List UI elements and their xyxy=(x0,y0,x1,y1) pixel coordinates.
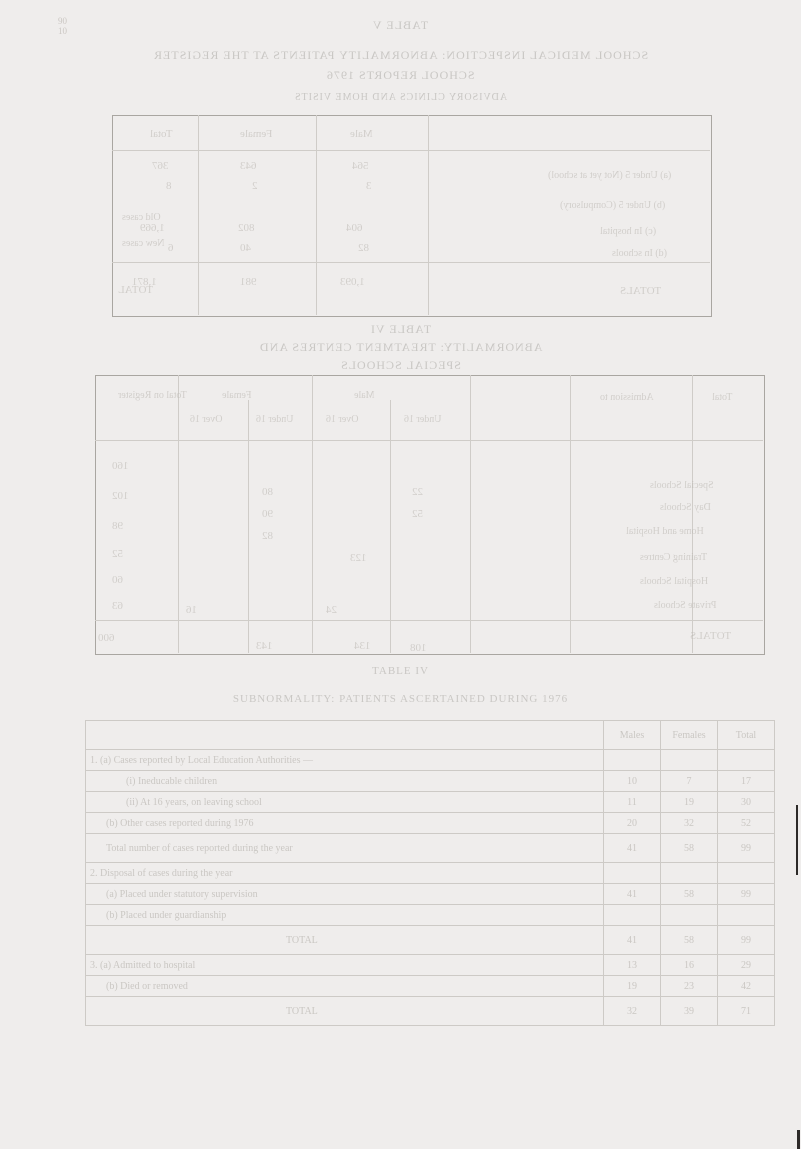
table2-val-10: 63 xyxy=(112,600,123,612)
table2-val-2: 102 xyxy=(112,490,129,502)
cell-males: 20 xyxy=(604,813,661,834)
table2-head-under16b: Under 16 xyxy=(404,414,442,425)
table2-val-3: 90 xyxy=(262,508,273,520)
table2-row-1: Day Schools xyxy=(660,502,711,513)
table-row xyxy=(86,955,775,976)
table1-val-4: 2 xyxy=(252,180,258,192)
scan-edge-mark xyxy=(796,805,798,875)
table2-head-under16a: Under 16 xyxy=(256,414,294,425)
table2-head-admission: Admission to xyxy=(600,392,654,403)
row-label: TOTAL xyxy=(86,926,604,955)
row-label: TOTAL xyxy=(86,997,604,1026)
table2-head-over16a: Over 16 xyxy=(190,414,223,425)
table1-row-b: (b) Under 5 (Compulsory) xyxy=(560,200,666,211)
table2-head-over16b: Over 16 xyxy=(326,414,359,425)
table1-val-2: 564 xyxy=(352,160,369,172)
cell-males xyxy=(604,905,661,926)
table2-label: TABLE VI xyxy=(369,322,432,336)
table2-title1: ABNORMALITY: TREATMENT CENTRES AND xyxy=(258,340,543,354)
table1-head-total: Total xyxy=(150,128,173,140)
table-row xyxy=(86,792,775,813)
row-label: Total number of cases reported during the year xyxy=(86,834,604,863)
table1-head-male: Male xyxy=(350,128,373,140)
table3 xyxy=(85,720,775,1026)
table3-head-males: Males xyxy=(604,721,661,750)
table2-val-11: 22 xyxy=(412,486,423,498)
table1-title1: SCHOOL MEDICAL INSPECTION: ABNORMALITY PATIENTS AT THE REGISTER xyxy=(152,48,649,62)
table2-val-15: 108 xyxy=(410,642,427,654)
cell-males: 41 xyxy=(604,834,661,863)
table1-val-7: 802 xyxy=(238,222,255,234)
cell-females xyxy=(661,863,718,884)
table2-val-14: 143 xyxy=(256,640,273,652)
table1-val-5: 3 xyxy=(366,180,372,192)
table3-title: SUBNORMALITY: PATIENTS ASCERTAINED DURING 1976 xyxy=(232,693,569,705)
cell-females: 58 xyxy=(661,834,718,863)
table2-val-5: 82 xyxy=(262,530,273,542)
row-label: (b) Died or removed xyxy=(86,976,604,997)
table1-val-6: 1,669 xyxy=(140,222,165,234)
cell-males: 41 xyxy=(604,884,661,905)
row-label: (a) Placed under statutory supervision xyxy=(86,884,604,905)
table2-row-5: Private Schools xyxy=(654,600,717,611)
table1-val-12: 1,871 xyxy=(132,276,157,288)
table1-val-9: 6 xyxy=(168,242,174,254)
row-label: (b) Placed under guardianship xyxy=(86,905,604,926)
cell-females: 39 xyxy=(661,997,718,1026)
scan-edge-mark xyxy=(797,1130,800,1149)
table1-subtitle: ADVISORY CLINICS AND HOME VISITS xyxy=(293,92,508,103)
table1-val-8: 604 xyxy=(346,222,363,234)
table1-val-11: 82 xyxy=(358,242,369,254)
cell-total: 29 xyxy=(718,955,775,976)
row-label: 1. (a) Cases reported by Local Education Authorities — xyxy=(86,750,604,771)
table-row xyxy=(86,750,775,771)
table1-val-0: 643 xyxy=(240,160,257,172)
cell-males xyxy=(604,750,661,771)
cell-total: 30 xyxy=(718,792,775,813)
cell-females xyxy=(661,750,718,771)
table1-row-a: (a) Under 5 (Not yet at school) xyxy=(548,170,672,181)
row-label: 3. (a) Admitted to hospital xyxy=(86,955,604,976)
table2-row-3: Training Centres xyxy=(640,552,708,563)
table1-head-female: Female xyxy=(240,128,273,140)
table3-head-blank xyxy=(86,721,604,750)
cell-males: 10 xyxy=(604,771,661,792)
table2-head-total2: Total xyxy=(712,392,733,403)
cell-total: 99 xyxy=(718,834,775,863)
cell-females: 58 xyxy=(661,884,718,905)
table2-head-total: Total on Register xyxy=(118,390,187,401)
table-row xyxy=(86,926,775,955)
table2-title2: SPECIAL SCHOOLS xyxy=(340,358,461,372)
table-row xyxy=(86,863,775,884)
table1-row-d: (d) In schools xyxy=(612,248,667,259)
cell-females: 58 xyxy=(661,926,718,955)
table-row xyxy=(86,905,775,926)
table2-val-6: 52 xyxy=(112,548,123,560)
cell-males: 19 xyxy=(604,976,661,997)
table-row xyxy=(86,771,775,792)
table1-val-10: 40 xyxy=(240,242,251,254)
stamp-line-2: 10 xyxy=(58,26,67,36)
cell-total xyxy=(718,750,775,771)
cell-females: 19 xyxy=(661,792,718,813)
cell-females: 7 xyxy=(661,771,718,792)
table1-val-14: 1,093 xyxy=(340,276,365,288)
row-label: (b) Other cases reported during 1976 xyxy=(86,813,604,834)
cell-total xyxy=(718,905,775,926)
cell-total: 71 xyxy=(718,997,775,1026)
stamp-line-1: 90 xyxy=(58,16,67,26)
row-label: 2. Disposal of cases during the year xyxy=(86,863,604,884)
table2-val-0: 160 xyxy=(112,460,129,472)
table-row xyxy=(86,997,775,1026)
cell-males: 41 xyxy=(604,926,661,955)
table2-row-totals: TOTALS xyxy=(690,630,732,642)
table1-row-c: (c) In hospital xyxy=(600,226,657,237)
table1-side-new: New cases xyxy=(122,238,165,249)
table2-head-male: Male xyxy=(354,390,375,401)
table1-val-3: 8 xyxy=(166,180,172,192)
table3-label: TABLE IV xyxy=(372,665,429,677)
table2-head-female: Female xyxy=(222,390,252,401)
cell-males: 11 xyxy=(604,792,661,813)
cell-females: 23 xyxy=(661,976,718,997)
table2-val-1: 80 xyxy=(262,486,273,498)
table2-row-4: Hospital Schools xyxy=(640,576,709,587)
table2-val-12: 123 xyxy=(350,552,367,564)
table1-val-1: 367 xyxy=(152,160,169,172)
cell-females: 16 xyxy=(661,955,718,976)
cell-females xyxy=(661,905,718,926)
cell-total: 99 xyxy=(718,884,775,905)
row-label: (ii) At 16 years, on leaving school xyxy=(86,792,604,813)
table1-title2: SCHOOL REPORTS 1976 xyxy=(326,68,475,82)
table2-val-7: 24 xyxy=(326,604,337,616)
cell-females: 32 xyxy=(661,813,718,834)
table2-val-4: 98 xyxy=(112,520,123,532)
table1-label: TABLE V xyxy=(372,18,429,32)
table-row xyxy=(86,976,775,997)
cell-total: 42 xyxy=(718,976,775,997)
row-label: (i) Ineducable children xyxy=(86,771,604,792)
table1-side-total: TOTAL xyxy=(118,284,153,296)
table2-row-0: Special Schools xyxy=(650,480,714,491)
table2-val-13: 134 xyxy=(354,640,371,652)
table2-val-9: 52 xyxy=(412,508,423,520)
table1-val-13: 981 xyxy=(240,276,257,288)
cell-males xyxy=(604,863,661,884)
table3-header-row xyxy=(86,721,775,750)
table-row xyxy=(86,884,775,905)
table2-val-17: 16 xyxy=(186,604,197,616)
table1-row-totals: TOTALS xyxy=(620,285,662,297)
cell-males: 32 xyxy=(604,997,661,1026)
table2-row-2: Home and Hospital xyxy=(626,526,704,537)
table3-head-females: Females xyxy=(661,721,718,750)
table2-val-8: 60 xyxy=(112,574,123,586)
table1-side-old: Old cases xyxy=(122,212,161,223)
cell-total: 99 xyxy=(718,926,775,955)
table2-val-16: 600 xyxy=(98,632,115,644)
cell-total: 52 xyxy=(718,813,775,834)
cell-total xyxy=(718,863,775,884)
table3-head-total: Total xyxy=(718,721,775,750)
table-row xyxy=(86,834,775,863)
table-row xyxy=(86,813,775,834)
cell-males: 13 xyxy=(604,955,661,976)
cell-total: 17 xyxy=(718,771,775,792)
